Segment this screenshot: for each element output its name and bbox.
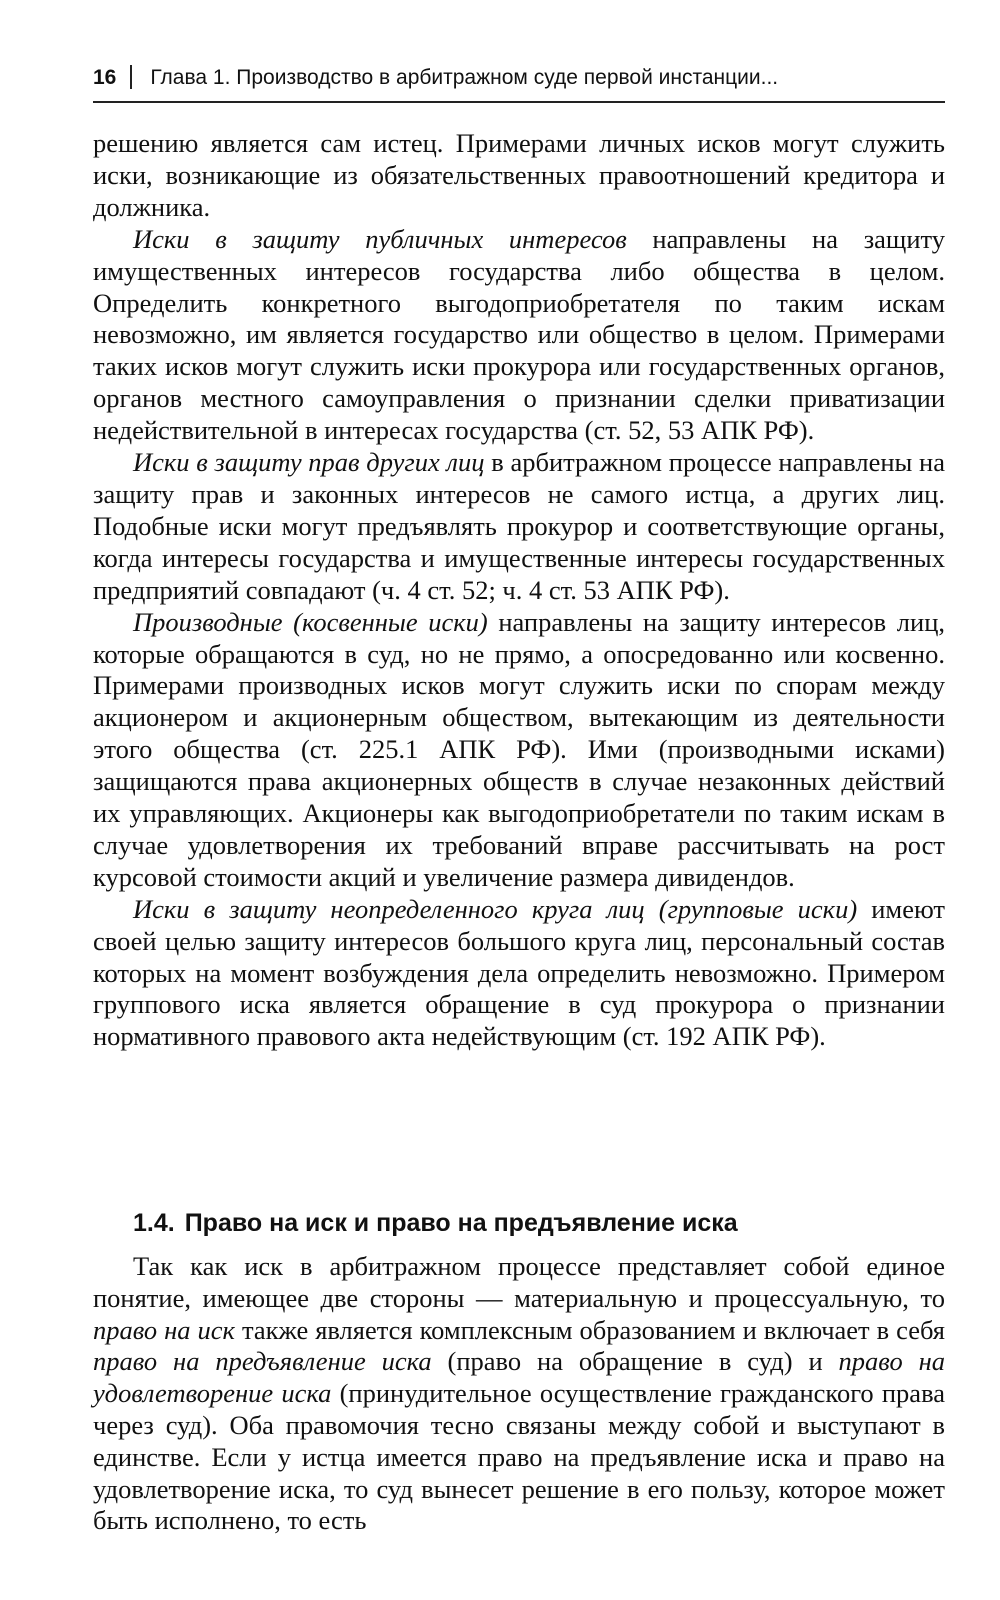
section-heading xyxy=(93,1203,945,1243)
section-title: Право на иск и право на предъявление иска xyxy=(184,1209,738,1237)
paragraph: Так как иск в арбитражном процессе представляет собой единое понятие, имеющее две стороны — материальную и процессуальную, то право на иск также является комплексным образованием и включает в себя право на предъявление иска (право на обращение в суд) и право на удовлетворение иска (принудительное осуществление гражданского права через суд). Оба правомочия тесно связаны между собой и выступают в единстве. Если у истца имеется право на предъявление иска и право на удовлетворение иска, то суд вынесет решение в его пользу, которое может быть исполнено, то есть xyxy=(93,1251,946,1536)
paragraph: Иски в защиту прав других лиц в арбитражном процессе направлены на защиту прав и законных интересов не самого истца, а других лиц. Подобные иски могут предъявлять прокурор и соответствующие органы, когда интересы государства и имущественные интересы государственных предприятий совпадают (ч. 4 ст. 52; ч. 4 ст. 53 АПК РФ). xyxy=(93,447,946,605)
term: Иски в защиту неопределенного круга лиц (групповые иски) xyxy=(133,893,858,924)
section-body xyxy=(93,1251,945,1537)
term: право на иск xyxy=(93,1314,235,1345)
paragraph: Иски в защиту публичных интересов направлены на защиту имущественных интересов государства либо общества в целом. Определить конкретного выгодоприобретателя по таким искам невозможно, им является государство или общество в целом. Примерами таких исков могут служить иски прокурора или государственных органов, органов местного самоуправления о признании сделки приватизации недействительной в интересах государства (ст. 52, 53 АПК РФ). xyxy=(93,223,945,446)
term: право на удовлетворение иска xyxy=(93,1346,946,1409)
body-text xyxy=(93,128,945,1053)
header-rule xyxy=(93,101,945,103)
paragraph: Производные (косвенные иски) направлены на защиту интересов лиц, которые обращаются в суд, но не прямо, а опосредованно или косвенно. Примерами производных исков могут служить иски по спорам между акционером и акционерным обществом, вытекающим из деятельности этого общества (ст. 225.1 АПК РФ). Ими (производными исками) защищаются права акционерных обществ в случае незаконных действий их управляющих. Акционеры как выгодоприобретатели по таким искам в случае удовлетворения их требований вправе рассчитывать на рост курсовой стоимости акций и увеличение размера дивидендов. xyxy=(93,606,946,892)
section-number: 1.4. xyxy=(133,1209,175,1237)
running-header xyxy=(93,58,945,98)
paragraph: решению является сам истец. Примерами личных исков могут служить иски, возникающие из обязательственных правоотношений кредитора и должника. xyxy=(93,128,945,222)
paragraph: Иски в защиту неопределенного круга лиц (групповые иски) имеют своей целью защиту интересов большого круга лиц, персональный состав которых на момент возбуждения дела определить невозможно. Примером группового иска является обращение в суд прокурора о признании нормативного правового акта недействующим (ст. 192 АПК РФ). xyxy=(93,893,945,1052)
page-number: 16 xyxy=(93,66,117,89)
term: Иски в защиту прав других лиц xyxy=(133,447,485,478)
header-separator xyxy=(130,65,132,89)
running-title: Глава 1. Производство в арбитражном суде первой инстанции... xyxy=(150,66,779,89)
term: право на предъявление иска xyxy=(93,1346,432,1377)
term: Производные (косвенные иски) xyxy=(133,606,488,637)
term: Иски в защиту публичных интересов xyxy=(133,223,627,254)
